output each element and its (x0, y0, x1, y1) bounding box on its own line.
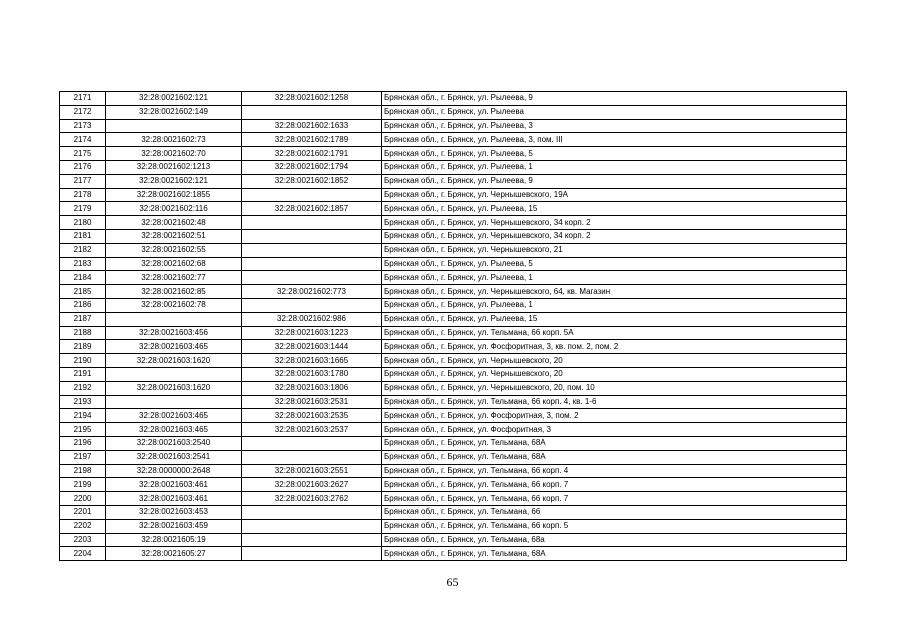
table-row (60, 298, 847, 312)
address-cell: Брянская обл., г. Брянск, ул. Тельмана, 66 (382, 505, 847, 519)
address-cell: Брянская обл., г. Брянск, ул. Тельмана, 66 корп. 4, кв. 1-6 (382, 395, 847, 409)
building-cadastral-number-cell: 32:28:0021602:1857 (242, 202, 382, 216)
row-number-cell: 2192 (60, 381, 106, 395)
row-number-cell: 2183 (60, 257, 106, 271)
building-cadastral-number-cell (242, 243, 382, 257)
address-cell: Брянская обл., г. Брянск, ул. Тельмана, 66 корп. 5 (382, 519, 847, 533)
table-row (60, 492, 847, 506)
table-row (60, 547, 847, 561)
address-cell: Брянская обл., г. Брянск, ул. Тельмана, 66 корп. 5А (382, 326, 847, 340)
address-cell: Брянская обл., г. Брянск, ул. Чернышевского, 20 (382, 367, 847, 381)
table-row (60, 436, 847, 450)
building-cadastral-number-cell: 32:28:0021603:2537 (242, 423, 382, 437)
land-cadastral-number-cell: 32:28:0021603:2540 (106, 436, 242, 450)
building-cadastral-number-cell (242, 105, 382, 119)
address-cell: Брянская обл., г. Брянск, ул. Тельмана, 68А (382, 436, 847, 450)
row-number-cell: 2189 (60, 340, 106, 354)
address-cell: Брянская обл., г. Брянск, ул. Фосфоритная, 3, пом. 2 (382, 409, 847, 423)
row-number-cell: 2178 (60, 188, 106, 202)
table-row (60, 464, 847, 478)
land-cadastral-number-cell (106, 367, 242, 381)
address-cell: Брянская обл., г. Брянск, ул. Чернышевского, 34 корп. 2 (382, 229, 847, 243)
table-row (60, 285, 847, 299)
row-number-cell: 2181 (60, 229, 106, 243)
row-number-cell: 2203 (60, 533, 106, 547)
building-cadastral-number-cell: 32:28:0021603:1223 (242, 326, 382, 340)
row-number-cell: 2175 (60, 147, 106, 161)
row-number-cell: 2187 (60, 312, 106, 326)
address-cell: Брянская обл., г. Брянск, ул. Рылеева, 5 (382, 147, 847, 161)
building-cadastral-number-cell (242, 271, 382, 285)
table-row (60, 312, 847, 326)
table-row (60, 188, 847, 202)
table-row (60, 409, 847, 423)
row-number-cell: 2191 (60, 367, 106, 381)
building-cadastral-number-cell: 32:28:0021603:2551 (242, 464, 382, 478)
table-row (60, 423, 847, 437)
row-number-cell: 2180 (60, 216, 106, 230)
table-row (60, 271, 847, 285)
table-row (60, 478, 847, 492)
address-cell: Брянская обл., г. Брянск, ул. Рылеева, 5 (382, 257, 847, 271)
land-cadastral-number-cell: 32:28:0021605:19 (106, 533, 242, 547)
table-row (60, 133, 847, 147)
table-row (60, 505, 847, 519)
table-row (60, 92, 847, 106)
table-row (60, 381, 847, 395)
address-cell: Брянская обл., г. Брянск, ул. Рылеева, 1 (382, 298, 847, 312)
land-cadastral-number-cell: 32:28:0021602:51 (106, 229, 242, 243)
land-cadastral-number-cell: 32:28:0021602:68 (106, 257, 242, 271)
land-cadastral-number-cell: 32:28:0021603:465 (106, 423, 242, 437)
address-cell: Брянская обл., г. Брянск, ул. Тельмана, 68А (382, 547, 847, 561)
land-cadastral-number-cell: 32:28:0021605:27 (106, 547, 242, 561)
row-number-cell: 2182 (60, 243, 106, 257)
land-cadastral-number-cell: 32:28:0021603:456 (106, 326, 242, 340)
row-number-cell: 2196 (60, 436, 106, 450)
address-cell: Брянская обл., г. Брянск, ул. Чернышевского, 21 (382, 243, 847, 257)
land-cadastral-number-cell: 32:28:0021602:121 (106, 174, 242, 188)
row-number-cell: 2176 (60, 160, 106, 174)
table-row (60, 147, 847, 161)
building-cadastral-number-cell: 32:28:0021603:2535 (242, 409, 382, 423)
building-cadastral-number-cell: 32:28:0021603:1806 (242, 381, 382, 395)
row-number-cell: 2172 (60, 105, 106, 119)
address-cell: Брянская обл., г. Брянск, ул. Рылеева (382, 105, 847, 119)
address-cell: Брянская обл., г. Брянск, ул. Тельмана, 68а (382, 533, 847, 547)
address-cell: Брянская обл., г. Брянск, ул. Рылеева, 15 (382, 202, 847, 216)
address-cell: Брянская обл., г. Брянск, ул. Тельмана, 66 корп. 7 (382, 492, 847, 506)
land-cadastral-number-cell: 32:28:0021602:48 (106, 216, 242, 230)
land-cadastral-number-cell: 32:28:0021602:85 (106, 285, 242, 299)
row-number-cell: 2200 (60, 492, 106, 506)
building-cadastral-number-cell: 32:28:0021602:1791 (242, 147, 382, 161)
parcel-table (59, 91, 847, 561)
table-row (60, 533, 847, 547)
land-cadastral-number-cell: 32:28:0021602:55 (106, 243, 242, 257)
table-row (60, 354, 847, 368)
address-cell: Брянская обл., г. Брянск, ул. Тельмана, 68А (382, 450, 847, 464)
row-number-cell: 2174 (60, 133, 106, 147)
row-number-cell: 2179 (60, 202, 106, 216)
table-row (60, 519, 847, 533)
address-cell: Брянская обл., г. Брянск, ул. Рылеева, 9 (382, 174, 847, 188)
building-cadastral-number-cell (242, 188, 382, 202)
land-cadastral-number-cell: 32:28:0021603:465 (106, 340, 242, 354)
row-number-cell: 2198 (60, 464, 106, 478)
address-cell: Брянская обл., г. Брянск, ул. Тельмана, 66 корп. 4 (382, 464, 847, 478)
land-cadastral-number-cell: 32:28:0021602:77 (106, 271, 242, 285)
land-cadastral-number-cell: 32:28:0021602:78 (106, 298, 242, 312)
land-cadastral-number-cell: 32:28:0021602:121 (106, 92, 242, 106)
building-cadastral-number-cell (242, 298, 382, 312)
table-row (60, 229, 847, 243)
table-row (60, 367, 847, 381)
building-cadastral-number-cell (242, 216, 382, 230)
land-cadastral-number-cell: 32:28:0021603:2541 (106, 450, 242, 464)
building-cadastral-number-cell (242, 257, 382, 271)
building-cadastral-number-cell: 32:28:0021603:1780 (242, 367, 382, 381)
land-cadastral-number-cell: 32:28:0021603:465 (106, 409, 242, 423)
row-number-cell: 2184 (60, 271, 106, 285)
address-cell: Брянская обл., г. Брянск, ул. Рылеева, 9 (382, 92, 847, 106)
land-cadastral-number-cell: 32:28:0021602:149 (106, 105, 242, 119)
address-cell: Брянская обл., г. Брянск, ул. Чернышевского, 34 корп. 2 (382, 216, 847, 230)
building-cadastral-number-cell: 32:28:0021602:1852 (242, 174, 382, 188)
building-cadastral-number-cell: 32:28:0021603:2627 (242, 478, 382, 492)
address-cell: Брянская обл., г. Брянск, ул. Чернышевского, 20, пом. 10 (382, 381, 847, 395)
row-number-cell: 2190 (60, 354, 106, 368)
row-number-cell: 2193 (60, 395, 106, 409)
row-number-cell: 2171 (60, 92, 106, 106)
land-cadastral-number-cell (106, 395, 242, 409)
table-row (60, 243, 847, 257)
address-cell: Брянская обл., г. Брянск, ул. Рылеева, 3, пом. III (382, 133, 847, 147)
land-cadastral-number-cell: 32:28:0021602:1855 (106, 188, 242, 202)
building-cadastral-number-cell (242, 229, 382, 243)
building-cadastral-number-cell (242, 533, 382, 547)
parcel-table-body (60, 92, 847, 561)
building-cadastral-number-cell: 32:28:0021602:1794 (242, 160, 382, 174)
table-row (60, 202, 847, 216)
building-cadastral-number-cell (242, 519, 382, 533)
building-cadastral-number-cell: 32:28:0021603:2531 (242, 395, 382, 409)
row-number-cell: 2195 (60, 423, 106, 437)
land-cadastral-number-cell: 32:28:0000000:2648 (106, 464, 242, 478)
land-cadastral-number-cell (106, 119, 242, 133)
land-cadastral-number-cell: 32:28:0021603:1620 (106, 381, 242, 395)
land-cadastral-number-cell: 32:28:0021602:73 (106, 133, 242, 147)
building-cadastral-number-cell (242, 505, 382, 519)
building-cadastral-number-cell: 32:28:0021603:1665 (242, 354, 382, 368)
row-number-cell: 2188 (60, 326, 106, 340)
row-number-cell: 2202 (60, 519, 106, 533)
land-cadastral-number-cell: 32:28:0021603:461 (106, 478, 242, 492)
table-row (60, 450, 847, 464)
row-number-cell: 2194 (60, 409, 106, 423)
table-row (60, 216, 847, 230)
address-cell: Брянская обл., г. Брянск, ул. Чернышевского, 64, кв. Магазин (382, 285, 847, 299)
address-cell: Брянская обл., г. Брянск, ул. Рылеева, 1 (382, 271, 847, 285)
address-cell: Брянская обл., г. Брянск, ул. Чернышевского, 20 (382, 354, 847, 368)
row-number-cell: 2185 (60, 285, 106, 299)
building-cadastral-number-cell (242, 450, 382, 464)
building-cadastral-number-cell: 32:28:0021602:1789 (242, 133, 382, 147)
building-cadastral-number-cell (242, 547, 382, 561)
land-cadastral-number-cell: 32:28:0021602:70 (106, 147, 242, 161)
land-cadastral-number-cell: 32:28:0021602:116 (106, 202, 242, 216)
table-row (60, 326, 847, 340)
land-cadastral-number-cell: 32:28:0021603:1620 (106, 354, 242, 368)
address-cell: Брянская обл., г. Брянск, ул. Рылеева, 15 (382, 312, 847, 326)
address-cell: Брянская обл., г. Брянск, ул. Тельмана, 66 корп. 7 (382, 478, 847, 492)
table-row (60, 119, 847, 133)
land-cadastral-number-cell: 32:28:0021602:1213 (106, 160, 242, 174)
land-cadastral-number-cell: 32:28:0021603:453 (106, 505, 242, 519)
table-row (60, 174, 847, 188)
building-cadastral-number-cell: 32:28:0021603:2762 (242, 492, 382, 506)
address-cell: Брянская обл., г. Брянск, ул. Рылеева, 1 (382, 160, 847, 174)
land-cadastral-number-cell: 32:28:0021603:461 (106, 492, 242, 506)
building-cadastral-number-cell: 32:28:0021602:1258 (242, 92, 382, 106)
table-row (60, 257, 847, 271)
land-cadastral-number-cell: 32:28:0021603:459 (106, 519, 242, 533)
row-number-cell: 2197 (60, 450, 106, 464)
land-cadastral-number-cell (106, 312, 242, 326)
row-number-cell: 2177 (60, 174, 106, 188)
building-cadastral-number-cell (242, 436, 382, 450)
table-row (60, 340, 847, 354)
address-cell: Брянская обл., г. Брянск, ул. Фосфоритная, 3 (382, 423, 847, 437)
address-cell: Брянская обл., г. Брянск, ул. Фосфоритная, 3, кв. пом. 2, пом. 2 (382, 340, 847, 354)
table-row (60, 395, 847, 409)
address-cell: Брянская обл., г. Брянск, ул. Рылеева, 3 (382, 119, 847, 133)
row-number-cell: 2199 (60, 478, 106, 492)
row-number-cell: 2204 (60, 547, 106, 561)
building-cadastral-number-cell: 32:28:0021602:986 (242, 312, 382, 326)
building-cadastral-number-cell: 32:28:0021602:1633 (242, 119, 382, 133)
page-number: 65 (446, 575, 459, 589)
address-cell: Брянская обл., г. Брянск, ул. Чернышевского, 19А (382, 188, 847, 202)
row-number-cell: 2201 (60, 505, 106, 519)
table-row (60, 160, 847, 174)
table-row (60, 105, 847, 119)
building-cadastral-number-cell: 32:28:0021603:1444 (242, 340, 382, 354)
building-cadastral-number-cell: 32:28:0021602:773 (242, 285, 382, 299)
row-number-cell: 2186 (60, 298, 106, 312)
row-number-cell: 2173 (60, 119, 106, 133)
